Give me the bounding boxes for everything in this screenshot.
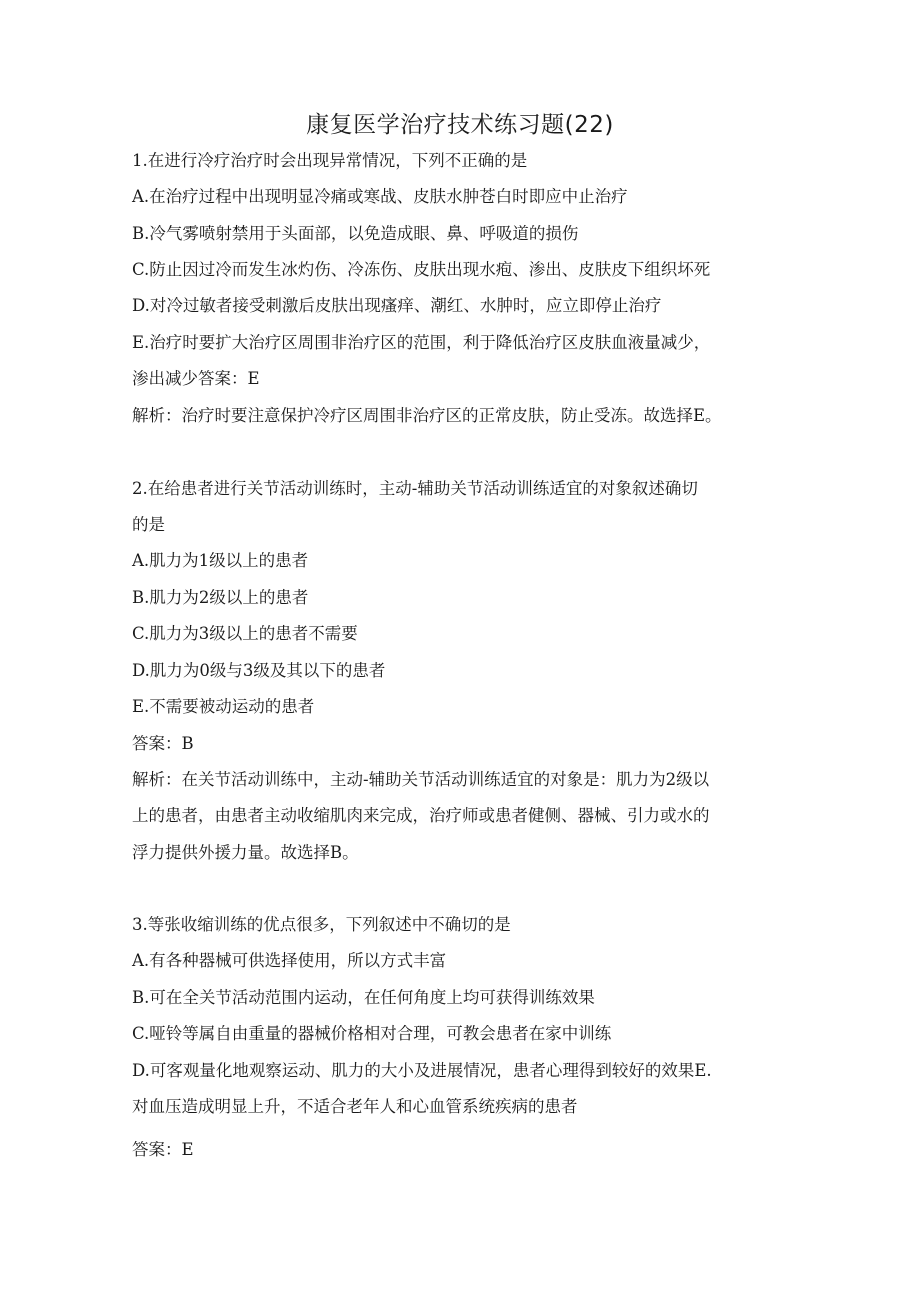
question-3-option-e: 对血压造成明显上升，不适合老年人和心血管系统疾病的患者 <box>132 1097 578 1116</box>
question-1-explanation: 解析：治疗时要注意保护冷疗区周围非治疗区的正常皮肤，防止受冻。故选择E。 <box>132 406 722 425</box>
question-3-answer: 答案：E <box>132 1140 194 1159</box>
question-2-option-a: A.肌力为1级以上的患者 <box>132 551 309 570</box>
question-1-option-e-continued: 渗出减少答案：E <box>132 369 260 388</box>
question-1-option-a: A.在治疗过程中出现明显冷痛或寒战、皮肤水肿苍白时即应中止治疗 <box>132 187 628 206</box>
question-3-option-d: D.可客观量化地观察运动、肌力的大小及进展情况，患者心理得到较好的效果E. <box>132 1061 712 1080</box>
question-1-option-b: B.冷气雾喷射禁用于头面部，以免造成眼、鼻、呼吸道的损伤 <box>132 224 579 243</box>
question-1-stem: 1.在进行冷疗治疗时会出现异常情况，下列不正确的是 <box>132 151 528 170</box>
question-2-option-d: D.肌力为0级与3级及其以下的患者 <box>132 661 386 680</box>
question-2-option-b: B.肌力为2级以上的患者 <box>132 588 309 607</box>
question-2-explanation: 解析：在关节活动训练中，主动-辅助关节活动训练适宜的对象是：肌力为2级以 <box>132 770 710 789</box>
question-2-stem: 2.在给患者进行关节活动训练时，主动-辅助关节活动训练适宜的对象叙述确切 <box>132 479 698 498</box>
question-2-explanation-line-2: 上的患者，由患者主动收缩肌肉来完成，治疗师或患者健侧、器械、引力或水的 <box>132 806 710 825</box>
page-title: 康复医学治疗技术练习题(22) <box>306 112 614 138</box>
question-3-option-b: B.可在全关节活动范围内运动，在任何角度上均可获得训练效果 <box>132 988 595 1007</box>
question-2-answer: 答案：B <box>132 734 194 753</box>
question-3-option-c: C.哑铃等属自由重量的器械价格相对合理，可教会患者在家中训练 <box>132 1024 612 1043</box>
question-2-option-e: E.不需要被动运动的患者 <box>132 697 315 716</box>
question-2-option-c: C.肌力为3级以上的患者不需要 <box>132 624 358 643</box>
question-1-option-d: D.对冷过敏者接受刺激后皮肤出现瘙痒、潮红、水肿时，应立即停止治疗 <box>132 296 662 315</box>
question-3-option-a: A.有各种器械可供选择使用，所以方式丰富 <box>132 951 447 970</box>
question-1-option-c: C.防止因过冷而发生冰灼伤、冷冻伤、皮肤出现水疱、渗出、皮肤皮下组织坏死 <box>132 260 711 279</box>
question-1-option-e: E.治疗时要扩大治疗区周围非治疗区的范围，利于降低治疗区皮肤血液量减少， <box>132 333 711 352</box>
question-3-stem: 3.等张收缩训练的优点很多，下列叙述中不确切的是 <box>132 915 511 934</box>
question-2-stem-continued: 的是 <box>132 515 165 534</box>
question-2-explanation-line-3: 浮力提供外援力量。故选择B。 <box>132 843 359 862</box>
